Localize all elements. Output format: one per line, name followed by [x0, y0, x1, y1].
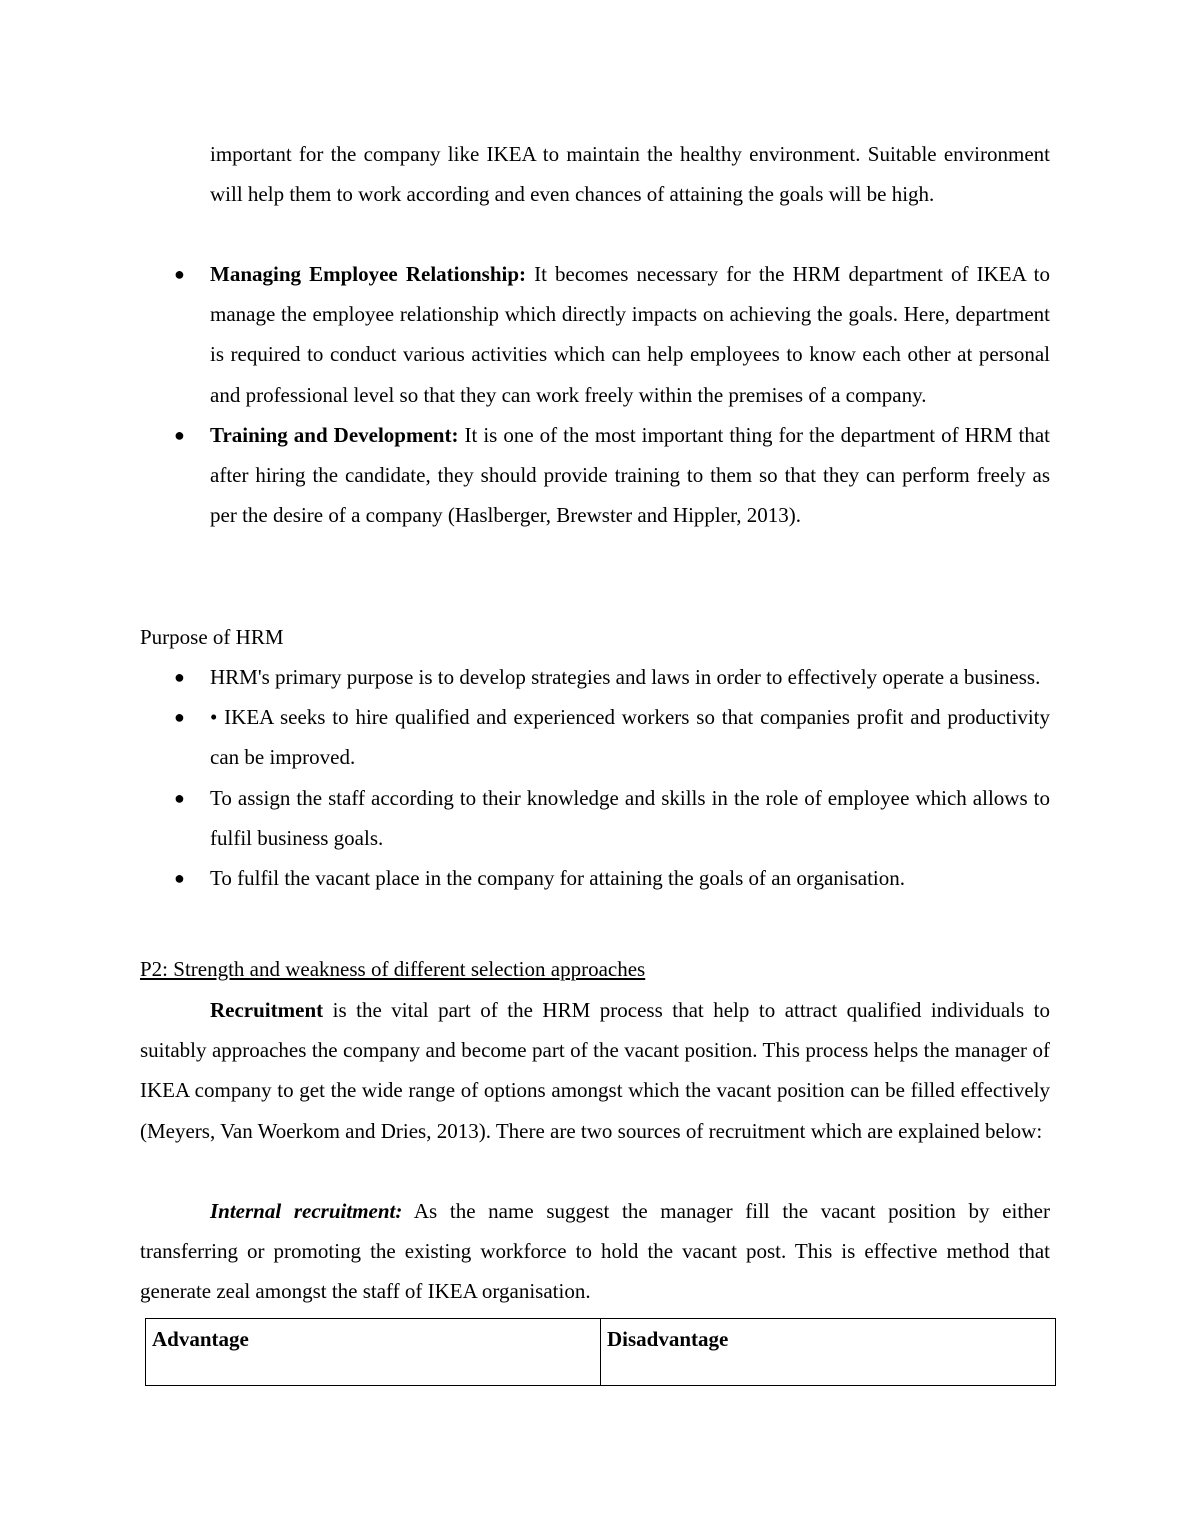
internal-recruitment-text: As the name suggest the manager fill the vacant position by either transferring or promoting the existing workforce to hold the vacant post. This is effective method that generate zeal amongst the staff of IKEA organisation.: [140, 1199, 1050, 1304]
list-item-text: It is one of the most important thing for the department of HRM that after hiring the candidate, they should provide training to them so that they can perform freely as per the desire of a company (Haslberger, Brewster and Hippler, 2013).: [210, 422, 1050, 528]
internal-recruitment-paragraph: [140, 1191, 1050, 1312]
list-item: [140, 697, 1050, 777]
table-header-disadvantage: Disadvantage: [601, 1319, 1056, 1386]
bullet-icon: ●: [174, 667, 185, 687]
list-item-text: To fulfil the vacant place in the company for attaining the goals of an organisation.: [210, 866, 906, 891]
table-header-advantage: Advantage: [146, 1319, 601, 1386]
list-item-term: Training and Development:: [210, 422, 459, 447]
list-item: [140, 858, 1050, 898]
bullet-icon: ●: [174, 707, 185, 728]
p2-section-heading: P2: Strength and weakness of different selection approaches: [140, 957, 646, 981]
bullet-icon: ●: [174, 868, 185, 889]
list-item-term: Managing Employee Relationship:: [210, 262, 527, 286]
table-header-row: [146, 1319, 1056, 1386]
recruitment-text: is the vital part of the HRM process that help to attract qualified individuals to suitably approaches the company and become part of the vacant position. This process helps the manager of IKEA company to get the wide range of options amongst which the vacant position can be filled effectively (Meyers, Van Woerkom and Dries, 2013). There are two sources of recruitment which are explained below:: [140, 998, 1050, 1143]
purpose-heading: Purpose of HRM: [140, 625, 284, 649]
recruitment-paragraph: [140, 990, 1050, 1151]
bullet-icon: ●: [174, 787, 185, 808]
list-item: [140, 657, 1050, 697]
purpose-list: [140, 657, 1050, 898]
list-item-text: To assign the staff according to their knowledge and skills in the role of employee which allows to fulfil business goals.: [210, 785, 1050, 850]
list-item: [140, 415, 1050, 536]
internal-recruitment-term: Internal recruitment:: [210, 1199, 403, 1223]
bullet-icon: ●: [174, 264, 185, 284]
advantage-disadvantage-table: [145, 1318, 1056, 1386]
list-item-text: It becomes necessary for the HRM department of IKEA to manage the employee relationship which directly impacts on achieving the goals. Here, department is required to conduct various activities which can help employees to know each other at personal and professional level so that they can work freely within the premises of a company.: [210, 262, 1050, 407]
list-item: [140, 778, 1050, 858]
list-item-text: HRM's primary purpose is to develop strategies and laws in order to effectively operate a business.: [210, 665, 1041, 689]
recruitment-term: Recruitment: [210, 998, 324, 1022]
bullet-icon: ●: [174, 424, 185, 445]
intro-continuation-paragraph: important for the company like IKEA to maintain the healthy environment. Suitable environment will help them to work according and even chances of attaining the goals will be high.: [210, 142, 1050, 207]
list-item: [140, 254, 1050, 415]
hrm-roles-list: [140, 254, 1050, 535]
list-item-text: • IKEA seeks to hire qualified and experienced workers so that companies profit and productivity can be improved.: [210, 705, 1050, 770]
